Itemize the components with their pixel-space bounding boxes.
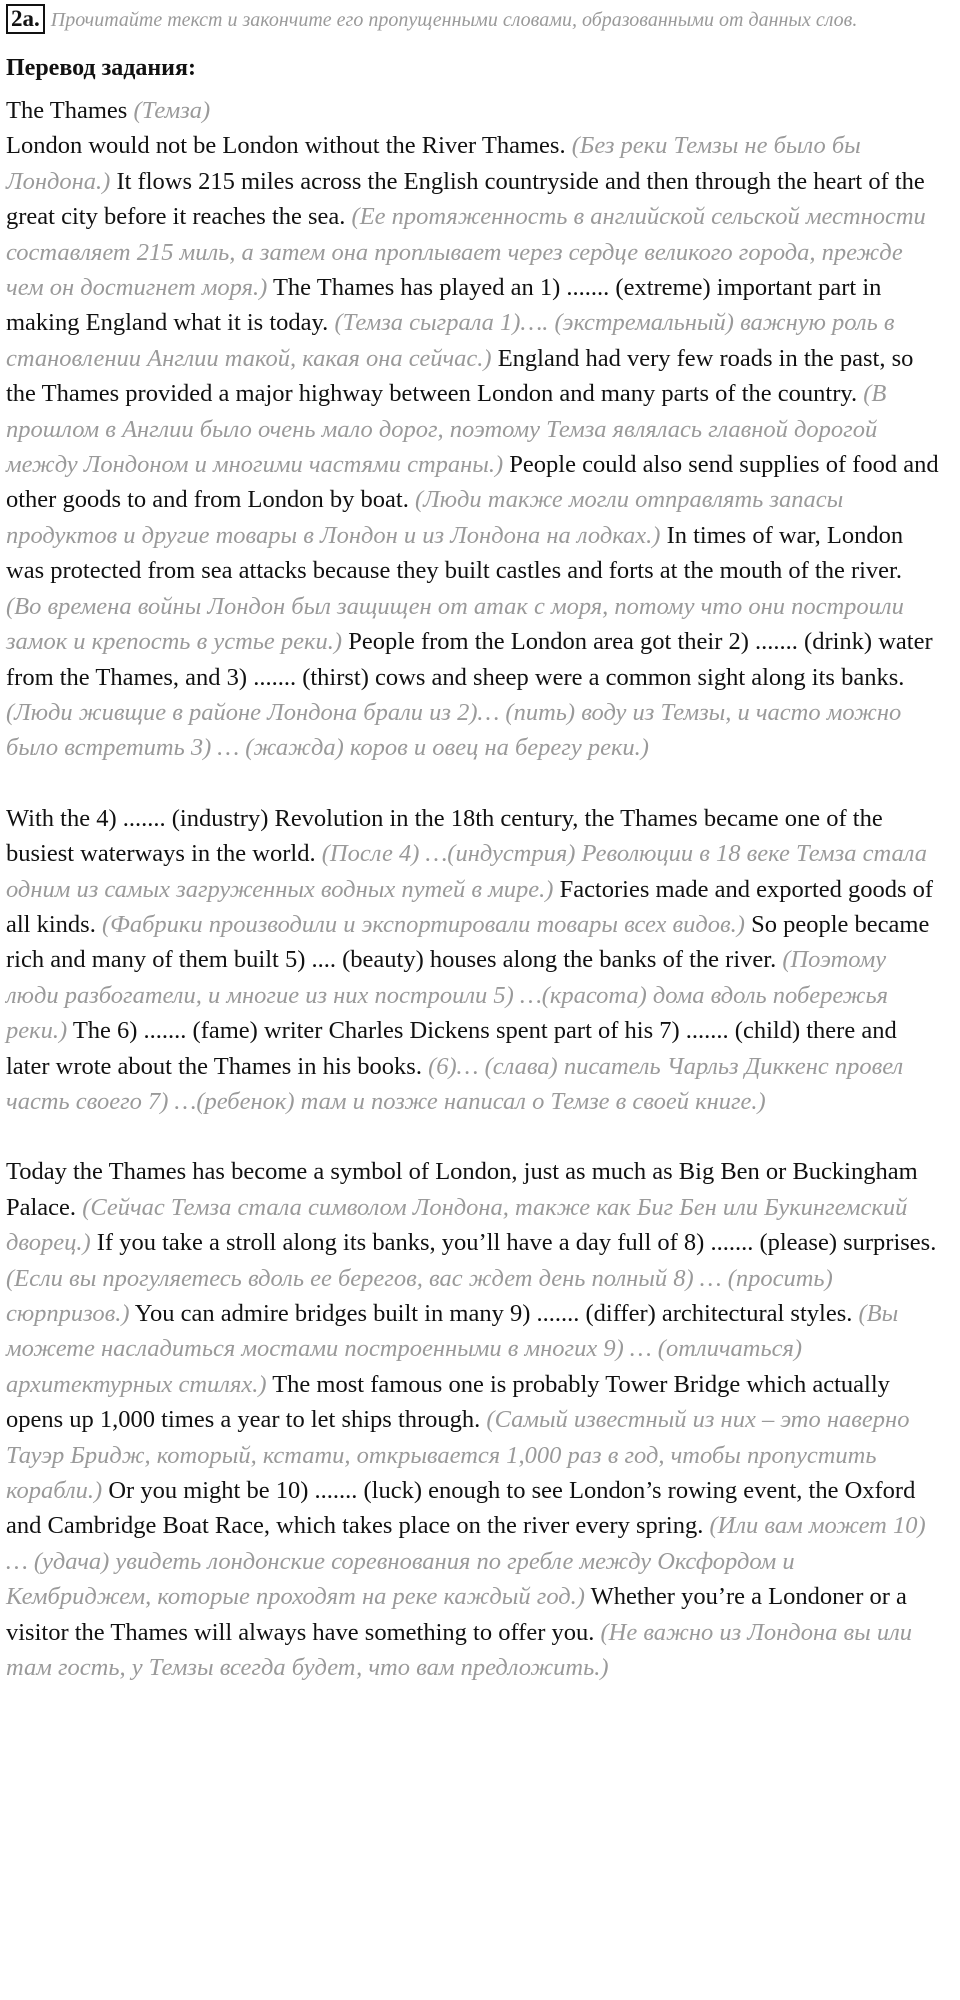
sentence-en: The Thames has played an 1) ....... (extreme) important part in making England what it is today. — [6, 274, 882, 337]
sentence-en: It flows 215 miles across the English countryside and then through the heart of the great city before it reaches the sea. — [6, 167, 925, 231]
sentence-ru: (Фабрики производили и экспортировали товары всех видов.) — [101, 910, 745, 938]
sentence-ru: (Темза сыграла 1)…. (экстремальный) важную роль в становлении Англии такой, какая она сейчас.) — [6, 309, 895, 372]
paragraph-1 — [6, 128, 942, 765]
sentence-en: People from the London area got their 2) ....... (drink) water from the Thames, and 3) ....... (thirst) cows and sheep were a common sight along its banks. — [6, 628, 933, 691]
task-instruction — [6, 4, 942, 35]
title-ru: (Темза) — [133, 97, 211, 124]
paragraph-3 — [6, 1154, 942, 1685]
task-number: 2a. — [6, 4, 45, 34]
sentence-en: So people became rich and many of them built 5) .... (beauty) houses along the banks of the river. — [6, 910, 930, 974]
sentence-ru: (Люди также могли отправлять запасы продуктов и другие товары в Лондон и из Лондона на лодках.) — [6, 486, 844, 549]
sentence-ru: (Поэтому люди разбогатели, и многие из них построили 5) …(красота) дома вдоль побережья реки.) — [6, 946, 888, 1045]
sentence-en: If you take a stroll along its banks, you’ll have a day full of 8) ....... (please) surprises. — [96, 1229, 937, 1257]
sentence-ru: (В прошлом в Англии было очень мало дорог, поэтому Темза являлась главной дорогой между Лондоном и многими частями страны.) — [6, 380, 887, 479]
text-body — [6, 93, 942, 1685]
sentence-ru: (После 4) …(индустрия) Революции в 18 веке Темза стала одним из самых загруженных водных путей в мире.) — [6, 840, 927, 903]
sentence-ru: (Люди живщие в районе Лондона брали из 2)… (пить) воду из Темзы, и часто можно было встретить 3) … (жажда) коров и овец на берегу реки.) — [6, 698, 902, 762]
sentence-en: With the 4) ....... (industry) Revolution in the 18th century, the Thames became one of the busiest waterways in the world. — [6, 804, 883, 868]
paragraph-2 — [6, 801, 942, 1120]
sentence-ru: (Сейчас Темза стала символом Лондона, также как Биг Бен или Букингемский дворец.) — [6, 1193, 908, 1257]
sentence-ru: (Не важно из Лондона вы или там гость, у Темзы всегда будет, что вам предложить.) — [6, 1618, 913, 1682]
sentence-ru: (6)… (слава) писатель Чарльз Диккенс провел часть своего 7) …(ребенок) там и позже написал о Темзе в своей книге.) — [6, 1052, 904, 1115]
sentence-en: In times of war, London was protected from sea attacks because they built castles and forts at the mouth of the river. — [6, 521, 904, 585]
sentence-en: Factories made and exported goods of all kinds. — [6, 875, 934, 938]
sentence-en: Or you might be 10) ....... (luck) enough to see London’s rowing event, the Oxford and Cambridge Boat Race, which takes place on the river every spring. — [6, 1477, 916, 1540]
sentence-en: Whether you’re a Londoner or a visitor the Thames will always have something to offer you. — [6, 1583, 907, 1646]
sentence-ru: (Без реки Темзы не было бы Лондона.) — [6, 132, 861, 195]
sentence-en: People could also send supplies of food and other goods to and from London by boat. — [6, 451, 939, 514]
sentence-ru: (Во времена войны Лондон был защищен от атак с моря, потому что они построили замок и крепость в устье реки.) — [6, 592, 904, 656]
sentence-ru: (Ее протяженность в английской сельской местности составляет 215 миль, а затем она проплывает через сердце великого города, прежде чем он достигнет моря.) — [6, 203, 926, 302]
sentence-en: London would not be London without the River Thames. — [6, 132, 566, 160]
sentence-en: Today the Thames has become a symbol of London, just as much as Big Ben or Buckingham Palace. — [6, 1158, 918, 1221]
sentence-en: The 6) ....... (fame) writer Charles Dickens spent part of his 7) ....... (child) there and later wrote about the Thames in his books. — [6, 1017, 897, 1080]
translation-heading: Перевод задания: — [6, 55, 196, 81]
sentence-ru: (Если вы прогуляетесь вдоль ее берегов, вас ждет день полный 8) … (просить) сюрпризов.) — [6, 1264, 833, 1327]
sentence-ru: (Самый известный из них – это наверно Тауэр Бридж, который, кстати, открывается 1,000 раз в год, чтобы пропустить корабли.) — [6, 1406, 910, 1505]
sentence-en: England had very few roads in the past, so the Thames provided a major highway between London and many parts of the country. — [6, 344, 914, 408]
text-title — [6, 93, 942, 128]
title-en: The Thames — [6, 97, 128, 124]
sentence-ru: (Вы можете насладиться мостами построенными в многих 9) … (отличаться) архитектурных стилях.) — [6, 1300, 899, 1398]
task-instruction-text: Прочитайте текст и закончите его пропущенными словами, образованными от данных слов. — [50, 9, 858, 31]
sentence-en: The most famous one is probably Tower Bridge which actually opens up 1,000 times a year to let ships through. — [6, 1370, 890, 1434]
sentence-en: You can admire bridges built in many 9) ....... (differ) architectural styles. — [134, 1300, 853, 1327]
sentence-ru: (Или вам может 10) … (удача) увидеть лондонские соревнования по гребле между Оксфордом и Кембриджем, которые проходят на реке каждый год.) — [6, 1512, 926, 1611]
